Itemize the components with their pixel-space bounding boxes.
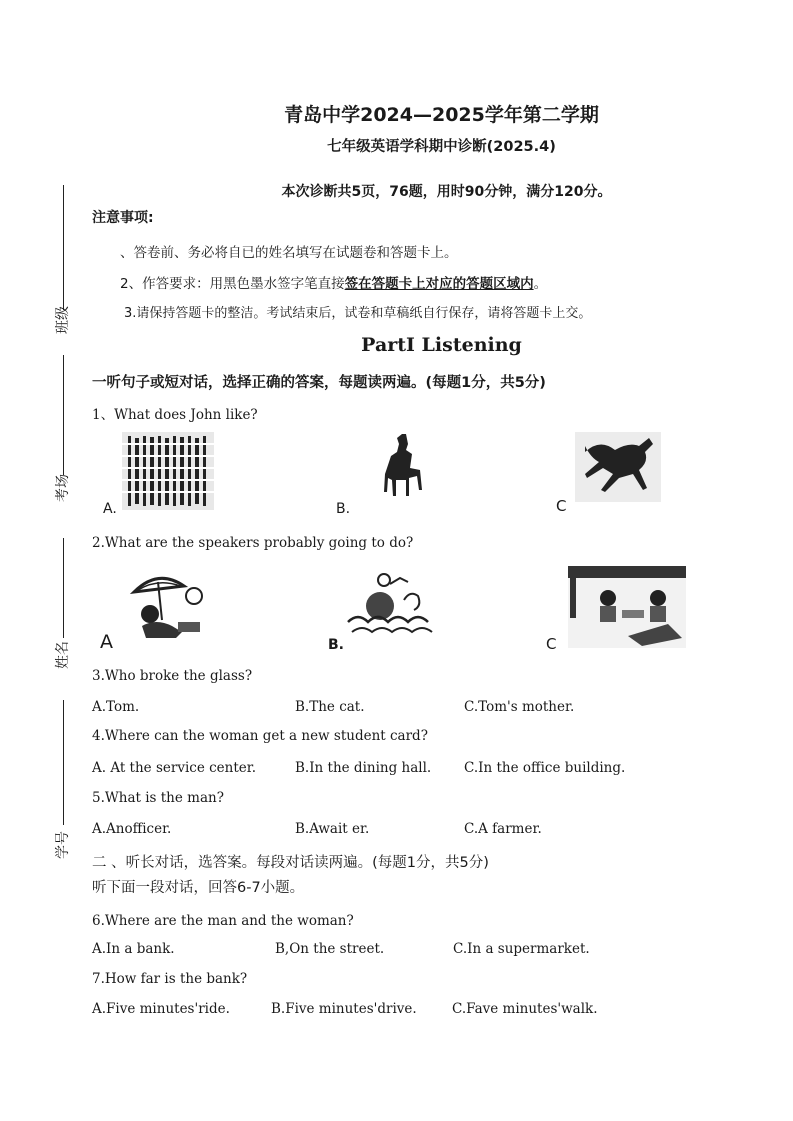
q2-option-c-image [568,566,686,648]
section-1-heading: 一听句子或短对话，选择正确的答案，每题读两遍。(每题1分，共5分) [92,375,546,391]
q1-option-c-image [575,432,661,502]
question-2: 2.What are the speakers probably going to do? [92,535,414,551]
q7-option-b: B.Five minutes'drive. [271,1001,417,1017]
binding-line-2 [63,355,64,475]
q7-option-a: A.Five minutes'ride. [92,1001,230,1017]
q6-option-a: A.In a bank. [92,941,175,957]
q2-option-b-label: B. [328,637,344,653]
binding-line-4 [63,700,64,825]
section-2-subheading: 听下面一段对话，回答6-7小题。 [92,880,305,896]
sidebar-label-name: 姓名 [55,641,71,669]
q3-option-c: C.Tom's mother. [464,699,575,715]
question-1: 1、What does John like? [92,407,258,423]
note-item-1: 、答卷前、务必将自已的姓名填写在试题卷和答题卡上。 [120,245,458,261]
note-item-2-prefix: 2、作答要求：用黑色墨水签字笔直接 [120,276,345,292]
q2-option-b-image [344,570,436,640]
sidebar-label-number: 学号 [55,831,71,859]
note-item-2 [120,272,547,292]
q4-option-b: B.In the dining hall. [295,760,432,776]
q1-option-b-image [378,430,428,510]
binding-line-3 [63,538,64,638]
binding-line-1 [63,185,64,310]
q6-option-b: B,On the street. [275,941,385,957]
q6-option-c: C.In a supermarket. [453,941,590,957]
q4-option-a: A. At the service center. [92,760,257,776]
q7-option-c: C.Fave minutes'walk. [452,1001,598,1017]
note-item-3: 3.请保持答题卡的整洁。考试结束后，试卷和草稿纸自行保存，请将答题卡上交。 [124,306,592,321]
q5-option-c: C.A farmer. [464,821,542,837]
note-item-2-emphasis: 签在答题卡上对应的答题区域内 [344,276,534,292]
question-6: 6.Where are the man and the woman? [92,913,354,929]
q1-option-c-label: C [556,497,567,515]
question-4: 4.Where can the woman get a new student card? [92,728,428,744]
question-5: 5.What is the man? [92,790,224,806]
q2-option-c-label: C [546,635,557,653]
question-7: 7.How far is the bank? [92,971,248,987]
q1-option-b-label: B. [336,501,351,517]
q3-option-a: A.Tom. [92,699,140,715]
notes-heading: 注意事项: [92,210,154,226]
question-3: 3.Who broke the glass? [92,668,253,684]
q2-option-a-label: A [100,631,113,653]
sidebar-label-class: 班级 [55,306,71,334]
page-title: 青岛中学2024—2025学年第二学期 [284,104,599,126]
q1-option-a-image [122,432,214,510]
q3-option-b: B.The cat. [295,699,365,715]
note-item-2-suffix: 。 [533,276,548,292]
part-title: PartI Listening [361,334,522,356]
page-subtitle: 七年级英语学科期中诊断(2025.4) [327,139,556,155]
q5-option-a: A.Anofficer. [92,821,172,837]
q1-option-a-label: A. [103,501,117,517]
q5-option-b: B.Await er. [295,821,370,837]
q2-option-a-image [128,570,210,642]
q4-option-c: C.In the office building. [464,760,626,776]
sidebar-label-room: 考场 [55,474,71,502]
section-2-heading: 二 、听长对话，选答案。每段对话读两遍。(每题1分，共5分) [92,855,489,871]
exam-meta: 本次诊断共5页，76题，用时90分钟，满分120分。 [281,184,612,200]
